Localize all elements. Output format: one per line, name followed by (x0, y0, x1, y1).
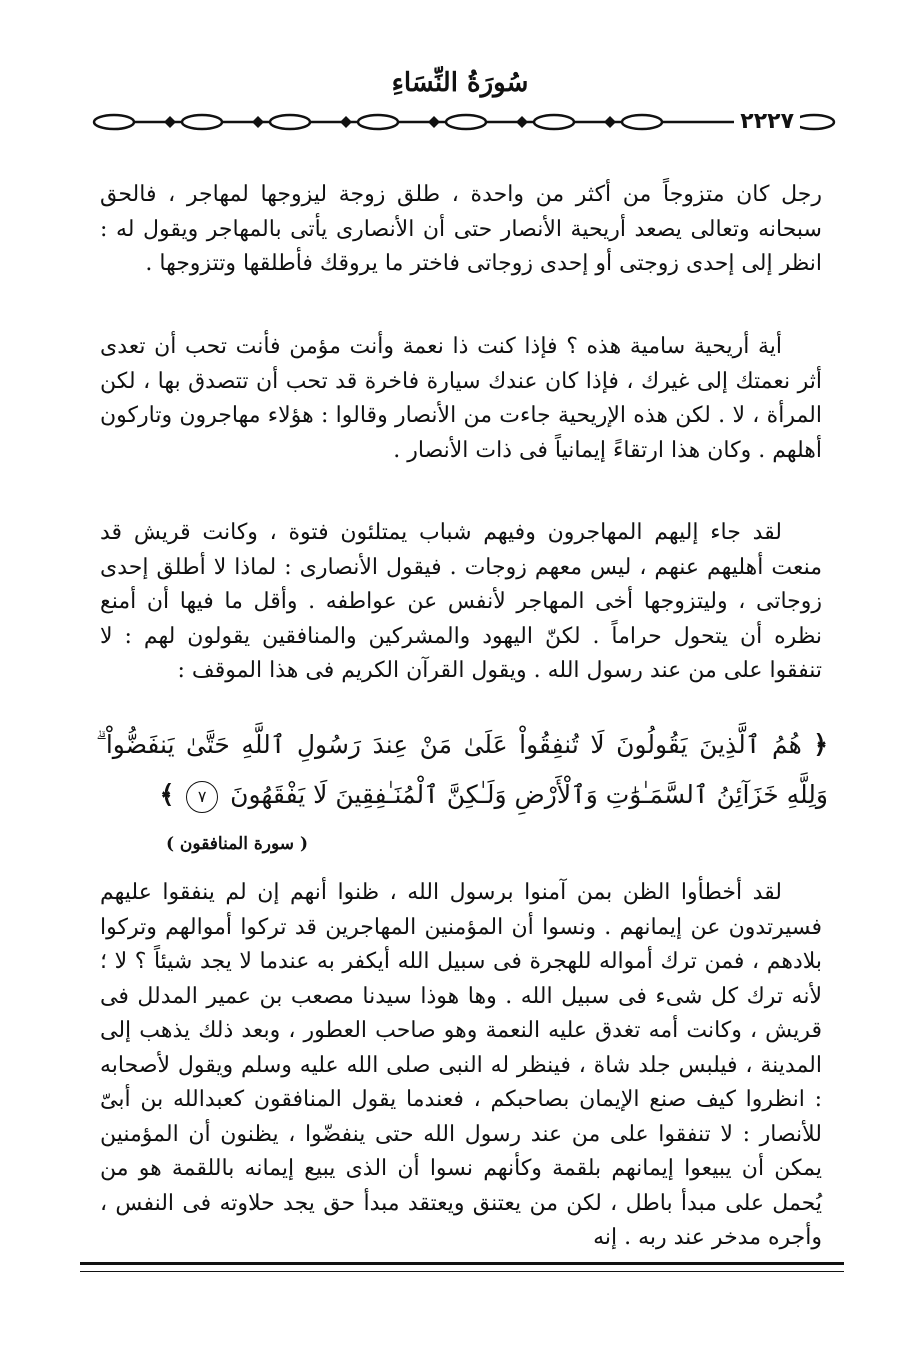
ayah-number-marker: ٧ (186, 781, 218, 813)
surah-title: سُورَةُ النِّسَاءِ (391, 68, 529, 98)
verse-source: ( سورة المنافقون ) (165, 834, 308, 854)
paragraph-text: لقد أخطأوا الظن بمن آمنوا برسول الله ، ظنوا أنهم إن لم ينفقوا عليهم فسيرتدون عن إيمانهم . ونسوا أن المؤمنين المهاجرين قد تركوا أموالهم وتركوا بلادهم ، فمن ترك أمواله للهجرة فى سبيل الله أيكفر به عندما لا يجد شيئاً ؟ لا ؛ لأنه ترك كل شىء فى سبيل الله . وها هوذا سيدنا مصعب بن عمير المدلل فى قريش ، وكانت أمه تغدق عليه النعمة وهو صاحب العطور ، وبعد ذلك يذهب إلى المدينة ، فيلبس جلد شاة ، فينظر له النبى صلى الله عليه وسلم ويقول لأصحابه : انظروا كيف صنع الإيمان بصاحبكم ، فعندما يقول المنافقون كعبدالله بن أبىّ للأنصار : لا تنفقوا على من عند رسول الله حتى ينفضّوا ، يظنون أن المؤمنين يمكن أن يبيعوا إيمانهم بلقمة وكأنهم نسوا أن الذى يبيع إيمانه باللقمة هو من يُحمل على مبدأ باطل ، لكن من يعتنق ويعتقد مبدأ حق يجد حلاوته فى النفس ، وأجره مدخر عند ربه . إنه (100, 880, 822, 1250)
paragraph-text: أية أريحية سامية هذه ؟ فإذا كنت ذا نعمة وأنت مؤمن فأنت تحب أن تعدى أثر نعمتك إلى غيرك ، فإذا كان عندك سيارة فاخرة قد تحب أن تتصدق بها ، لكن المرأة ، لا . لكن هذه الإريحية جاءت من الأنصار وقالوا : هؤلاء مهاجرون وتاركون أهلهم . وكان هذا ارتقاءً إيمانياً فى ذات الأنصار . (100, 334, 822, 463)
ornamental-header-rule (88, 104, 840, 140)
verse-close-bracket: ﴾ (159, 780, 175, 809)
quran-verse (96, 720, 828, 820)
paragraph-4 (100, 876, 822, 1256)
verse-open-bracket: ﴿ (813, 730, 828, 759)
paragraph-text: رجل كان متزوجاً من أكثر من واحدة ، طلق زوجة ليزوجها لمهاجر ، فالحق سبحانه وتعالى يصعد أريحية الأنصار حتى أن الأنصارى يأتى بالمهاجر ويقول له : انظر إلى إحدى زوجتى أو إحدى زوجاتى فاختر ما يروقك فأطلقها وتتزوجها . (100, 182, 822, 276)
paragraph-text: لقد جاء إليهم المهاجرون وفيهم شباب يمتلئون فتوة ، وكانت قريش قد منعت أهليهم عنهم ، ليس معهم زوجات . فيقول الأنصارى : لماذا لا أطلق إحدى زوجاتى ، وليتزوجها أخى المهاجر لأنفس عن عواطفه . وأقل ما فيها أن أمنع نظره أن يتحول حراماً . لكنّ اليهود والمشركين والمنافقين يقولون لهم : لا تنفقوا على من عند رسول الله . ويقول القرآن الكريم فى هذا الموقف : (100, 520, 822, 683)
paragraph-2 (100, 330, 822, 468)
page-number: ٢٢٢٧ (734, 107, 800, 137)
paragraph-3 (100, 516, 822, 689)
verse-text: هُمُ ٱلَّذِينَ يَقُولُونَ لَا تُنفِقُواْ عَلَىٰ مَنْ عِندَ رَسُولِ ٱللَّهِ حَتَّىٰ يَنفَضُّواْ ۗ وَلِلَّهِ خَزَآئِنُ ٱلسَّمَـٰوَٰتِ وَٱلْأَرْضِ وَلَـٰكِنَّ ٱلْمُنَـٰفِقِينَ لَا يَفْقَهُونَ (96, 730, 828, 809)
footer-rule (80, 1262, 844, 1272)
paragraph-1 (100, 178, 822, 282)
